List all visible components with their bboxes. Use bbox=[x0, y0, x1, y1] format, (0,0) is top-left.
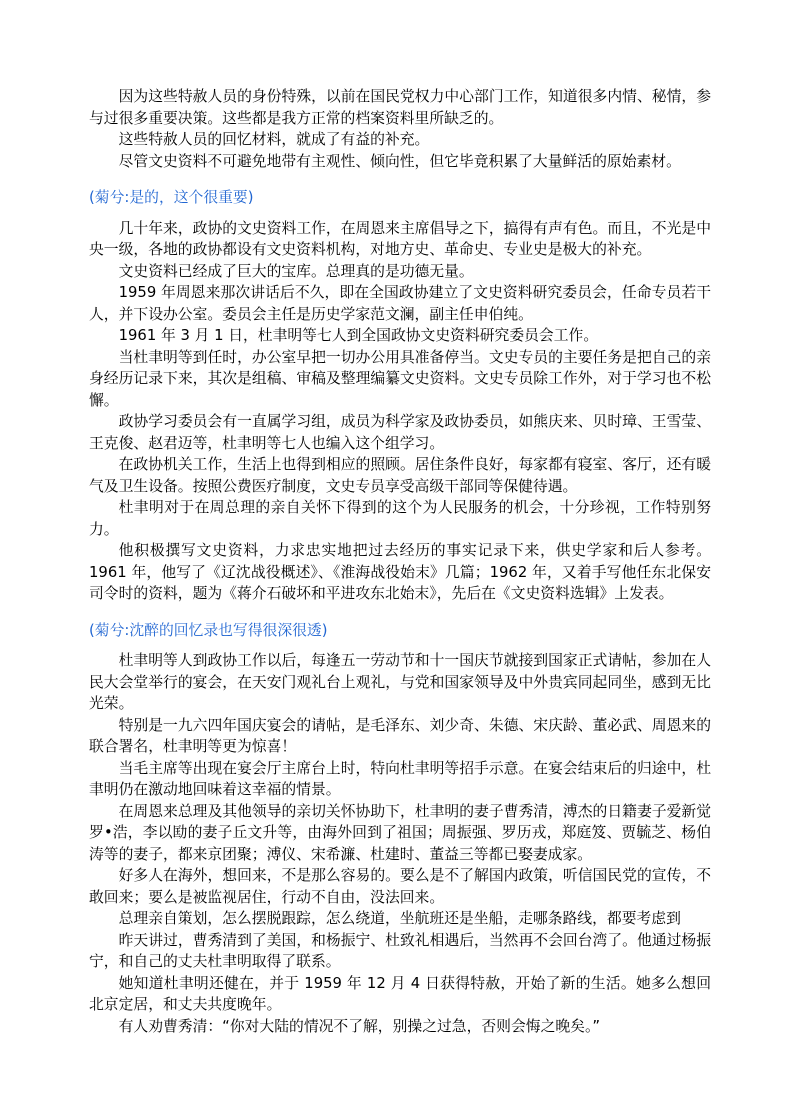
reader-annotation: (菊兮:沈醉的回忆录也写得很深很透) bbox=[89, 621, 328, 639]
paragraph: 几十年来，政协的文史资料工作，在周恩来主席倡导之下，搞得有声有色。而且，不光是中央一级，各地的政协都设有文史资料机构，对地方史、革命史、专业史是极大的补充。 bbox=[89, 219, 711, 258]
paragraph: 他积极撰写文史资料，力求忠实地把过去经历的事实记录下来，供史学家和后人参考。1961 年，他写了《辽沈战役概述》、《淮海战役始末》几篇；1962 年，又着手写他任东北保安司令时的资料，题为《蒋介石破坏和平进攻东北始末》，先后在《文史资料选辑》上发表。 bbox=[89, 542, 711, 602]
reader-annotation: (菊兮:是的，这个很重要) bbox=[89, 189, 254, 206]
paragraph: 总理亲自策划，怎么摆脱跟踪，怎么绕道，坐航班还是坐船，走哪条路线，都要考虑到 bbox=[118, 910, 681, 927]
paragraph: 尽管文史资料不可避免地带有主观性、倾向性，但它毕竟积累了大量鲜活的原始素材。 bbox=[118, 152, 681, 170]
paragraph: 好多人在海外，想回来，不是那么容易的。要么是不了解国内政策，听信国民党的宣传，不敢回来；要么是被监视居住，行动不自由，没法回来。 bbox=[89, 867, 711, 906]
paragraph: 这些特赦人员的回忆材料，就成了有益的补充。 bbox=[118, 131, 430, 148]
paragraph: 政协学习委员会有一直属学习组，成员为科学家及政协委员，如熊庆来、贝时璋、王雪莹、王克俊、赵君迈等，杜聿明等七人也编入这个组学习。 bbox=[89, 413, 711, 452]
paragraph: 在政协机关工作，生活上也得到相应的照顾。居住条件良好，每家都有寝室、客厅，还有暖气及卫生设备。按照公费医疗制度，文史专员享受高级干部同等保健待遇。 bbox=[89, 456, 711, 495]
paragraph: 杜聿明对于在周总理的亲自关怀下得到的这个为人民服务的机会，十分珍视，工作特别努力。 bbox=[89, 499, 711, 538]
paragraph: 在周恩来总理及其他领导的亲切关怀协助下，杜聿明的妻子曹秀清，溥杰的日籍妻子爱新觉罗•浩，李以劻的妻子丘文升等，由海外回到了祖国；周振强、罗历戎，郑庭笈、贾毓芝、杨伯涛等的妻子，都来京团聚；溥仪、宋希濂、杜建时、董益三等都已娶妻成家。 bbox=[89, 802, 711, 863]
paragraph: 1959 年周恩来那次讲话后不久，即在全国政协建立了文史资料研究委员会，任命专员若干人，并下设办公室。委员会主任是历史学家范文澜，副主任申伯纯。 bbox=[89, 284, 711, 323]
paragraph: 她知道杜聿明还健在，并于 1959 年 12 月 4 日获得特赦，开始了新的生活。她多么想回北京定居，和丈夫共度晚年。 bbox=[89, 974, 711, 1013]
paragraph: 有人劝曹秀清：“你对大陆的情况不了解，别操之过急，否则会悔之晚矣。” bbox=[118, 1017, 601, 1035]
paragraph: 昨天讲过，曹秀清到了美国，和杨振宁、杜致礼相遇后，当然再不会回台湾了。他通过杨振宁，和自己的丈夫杜聿明取得了联系。 bbox=[89, 931, 711, 970]
paragraph: 当杜聿明等到任时，办公室早把一切办公用具准备停当。文史专员的主要任务是把自己的亲身经历记录下来，其次是组稿、审稿及整理编纂文史资料。文史专员除工作外，对于学习也不松懈。 bbox=[89, 348, 711, 409]
paragraph: 当毛主席等出现在宴会厅主席台上时，特向杜聿明等招手示意。在宴会结束后的归途中，杜聿明仍在激动地回味着这幸福的情景。 bbox=[89, 759, 711, 798]
paragraph: 1961 年 3 月 1 日，杜聿明等七人到全国政协文史资料研究委员会工作。 bbox=[118, 327, 599, 344]
paragraph: 杜聿明等人到政协工作以后，每逢五一劳动节和十一国庆节就接到国家正式请帖，参加在人民大会堂举行的宴会，在天安门观礼台上观礼，与党和国家领导及中外贵宾同起同坐，感到无比光荣。 bbox=[89, 652, 711, 712]
paragraph: 因为这些特赦人员的身份特殊，以前在国民党权力中心部门工作，知道很多内情、秘情，参与过很多重要决策。这些都是我方正常的档案资料里所缺乏的。 bbox=[89, 88, 711, 127]
document-body bbox=[89, 86, 711, 1037]
paragraph: 文史资料已经成了巨大的宝库。总理真的是功德无量。 bbox=[118, 262, 474, 280]
paragraph: 特别是一九六四年国庆宴会的请帖，是毛泽东、刘少奇、朱德、宋庆龄、董必武、周恩来的联合署名，杜聿明等更为惊喜！ bbox=[89, 716, 711, 755]
